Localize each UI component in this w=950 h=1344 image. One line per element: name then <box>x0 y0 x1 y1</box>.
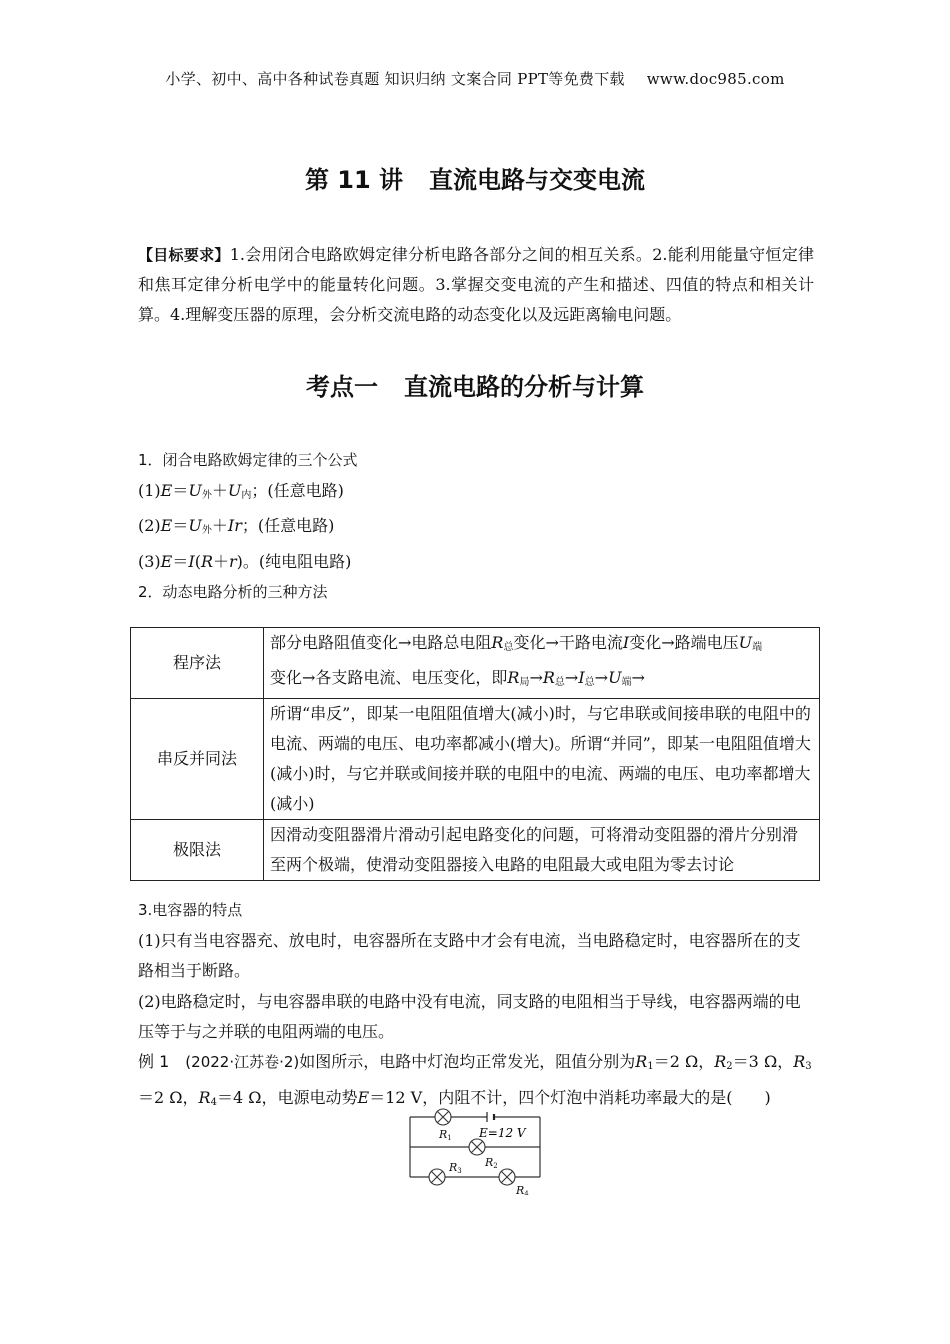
section-number: 考点一 <box>306 373 378 401</box>
capacitor-heading: 3.电容器的特点 <box>138 901 243 919</box>
label-r3: R3 <box>449 1161 462 1175</box>
lamp-r3-icon <box>429 1169 445 1185</box>
example-source: (2022·江苏卷·2) <box>185 1053 300 1071</box>
method-name: 极限法 <box>131 820 264 881</box>
header-text: 小学、初中、高中各种试卷真题 知识归纳 文案合同 PPT等免费下载 <box>165 70 625 88</box>
formula-3: (3)E＝I(R＋r)。(纯电阻电路) <box>138 551 352 571</box>
formula-2: $(2)E=U_外+Ir$；(任意电路) <box>138 516 335 536</box>
table-row <box>131 628 820 699</box>
lecture-title <box>0 160 950 195</box>
formula-1: $(1)E=U_外+U_内$；(任意电路) <box>138 480 344 501</box>
goals-text: 1.会用闭合电路欧姆定律分析电路各部分之间的相互关系。2.能利用能量守恒定律和焦耳定律分析电学中的能量转化问题。3.掌握交变电流的产生和描述、四值的特点和相关计算。4.理解变压器的原理，会分析交流电路的动态变化以及远距离输电问题。 <box>138 245 814 324</box>
table-row <box>131 699 820 820</box>
method-name: 程序法 <box>131 628 264 699</box>
lamp-r2-icon <box>469 1139 485 1155</box>
capacitor-point-2: (2)电路稳定时，与电容器串联的电路中没有电流，同支路的电阻相当于导线，电容器两端的电压等于与之并联的电阻两端的电压。 <box>138 991 801 1041</box>
ohm-law-block <box>138 445 814 608</box>
label-r2: R2 <box>485 1156 498 1170</box>
method-desc: 部分电路阻值变化→电路总电阻$R_总$变化→干路电流I变化→路端电压$U_端$ 变化→各支路电流、电压变化，即$R_局\to R_总\to I_总\to U_端\to$ <box>264 628 820 699</box>
emf-label: E=12 V <box>479 1126 526 1140</box>
example-1: 例 1 (2022·江苏卷·2)如图所示，电路中灯泡均正常发光，阻值分别为$R_1=2$ Ω，$R_2=3$ Ω，$R_3=2$ Ω，$R_4=4$ Ω，电源电动势E＝12 V，内阻不计，四个灯泡中消耗功率最大的是( ) <box>138 1052 812 1108</box>
table-row <box>131 820 820 881</box>
label-r1: R1 <box>439 1128 452 1142</box>
capacitor-point-1: (1)只有当电容器充、放电时，电容器所在支路中才会有电流，当电路稳定时，电容器所在的支路相当于断路。 <box>138 930 801 980</box>
lamp-r1-icon <box>435 1109 451 1125</box>
learning-goals <box>138 240 814 330</box>
dynamic-heading: 2．动态电路分析的三种方法 <box>138 583 328 601</box>
goals-tag: 【目标要求】 <box>138 246 230 264</box>
circuit-diagram <box>405 1103 545 1195</box>
section-title <box>0 367 950 402</box>
method-name: 串反并同法 <box>131 699 264 820</box>
section-name: 直流电路的分析与计算 <box>404 373 644 401</box>
method-desc: 所谓“串反”，即某一电阻阻值增大(减小)时，与它串联或间接串联的电阻中的电流、两端的电压、电功率都减小(增大)。所谓“并同”，即某一电阻阻值增大(减小)时，与它并联或间接并联的电阻中的电流、两端的电压、电功率都增大(减小) <box>264 699 820 820</box>
example-number: 例 1 <box>138 1052 170 1071</box>
capacitor-block <box>138 895 814 1048</box>
method-desc: 因滑动变阻器滑片滑动引起电路变化的问题，可将滑动变阻器的滑片分别滑至两个极端，使滑动变阻器接入电路的电阻最大或电阻为零去讨论 <box>264 820 820 881</box>
lecture-number: 第 11 讲 <box>304 166 404 194</box>
ohm-heading: 1．闭合电路欧姆定律的三个公式 <box>138 451 358 469</box>
lamp-r4-icon <box>499 1169 515 1185</box>
lecture-name: 直流电路与交变电流 <box>429 166 646 194</box>
methods-table <box>130 627 820 881</box>
header-url[interactable]: www.doc985.com <box>646 70 785 88</box>
label-r4: R4 <box>516 1184 529 1195</box>
page-header <box>0 68 950 89</box>
